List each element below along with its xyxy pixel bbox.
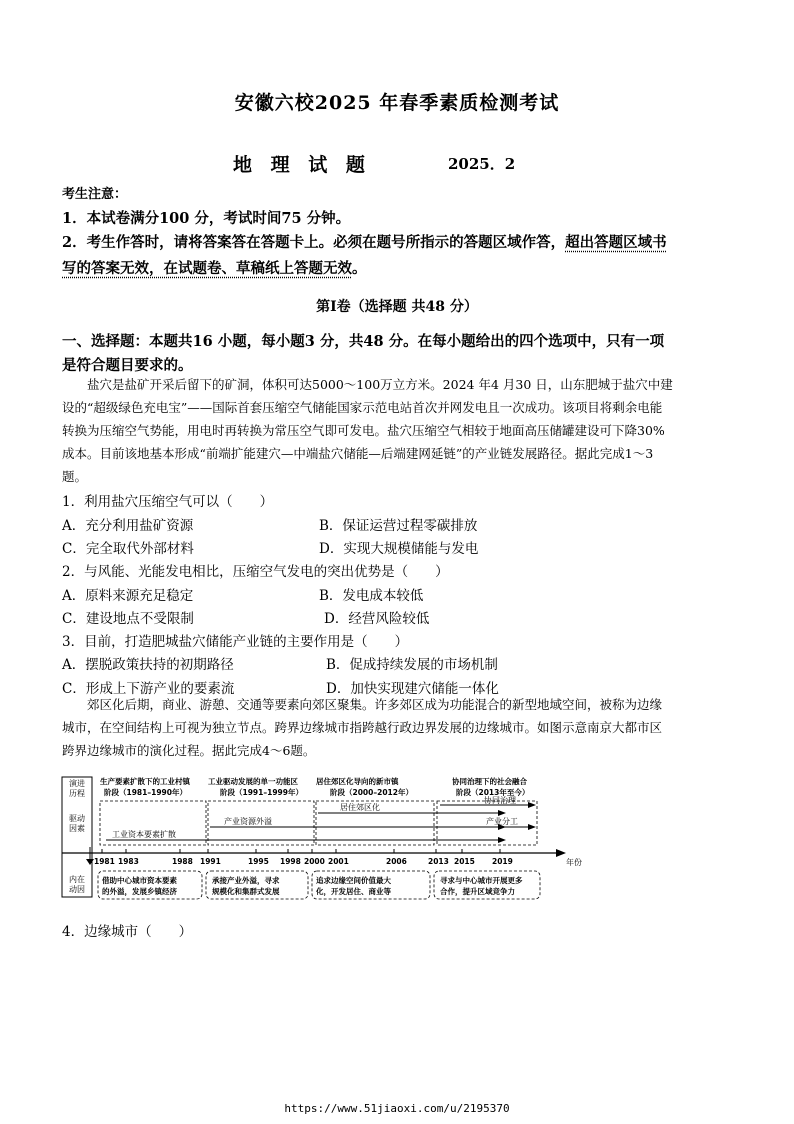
stage-3-period: 阶段（2000–2012年）	[330, 788, 413, 797]
year-tick-label: 2006	[386, 857, 407, 866]
row-label-drive-1: 驱动	[69, 814, 85, 823]
question-1-option-d: D．实现大规模储能与发电	[319, 541, 479, 557]
year-tick-label: 1995	[248, 857, 269, 866]
question-3-option-a: A．摆脱政策扶持的初期路径	[62, 657, 234, 673]
row-label-drive-2: 因素	[69, 824, 85, 833]
exam-date: 2025．2	[448, 155, 516, 173]
year-tick-label: 2013	[428, 857, 449, 866]
subject-title: 地 理 试 题	[233, 154, 371, 176]
notice-heading: 考生注意：	[62, 187, 128, 202]
stage-3-name: 居住郊区化导向的新市镇	[316, 777, 399, 786]
question-3-option-d: D．加快实现建穴储能一体化	[326, 681, 499, 697]
notice-item-2-cont: 写的答案无效，在试题卷、草稿纸上答题无效。	[62, 260, 367, 277]
stage-4-motive-2: 合作，提升区域竞争力	[440, 887, 515, 896]
question-4-stem: 4．边缘城市（ ）	[62, 924, 193, 940]
notice-item-1: 1．本试卷满分100 分，考试时间75 分钟。	[62, 210, 351, 227]
question-2-option-c: C．建设地点不受限制	[62, 611, 194, 627]
axis-unit: 年份	[566, 858, 582, 867]
stage-4-name: 协同治理下的社会融合	[452, 777, 527, 786]
stage-3-motive-2: 化，开发居住、商业等	[316, 887, 391, 896]
section-instruction-2: 是符合题目要求的。	[62, 357, 193, 374]
row-label-history-1: 演进	[69, 779, 85, 788]
question-1-stem: 1．利用盐穴压缩空气可以（ ）	[62, 494, 274, 510]
question-3-option-c: C．形成上下游产业的要素流	[62, 681, 235, 697]
stage-2-factor: 产业资源外溢	[224, 817, 272, 826]
year-tick-label: 1983	[118, 857, 139, 866]
passage-1: 盐穴是盐矿开采后留下的矿洞，体积可达5000～100万立方米。2024 年4 月30 日，山东肥城于盐穴中建设的“超级绿色充电宝”——国际首套压缩空气储能国家示范电站首次并网发电且一次成功。该项目将剩余电能转换为压缩空气势能，用电时再转换为常压空气即可发电。盐穴压缩空气相较于地面高压储罐建设可下降30%成本。目前该地基本形成“前端扩能建穴—中端盐穴储能—后端建网延链”的产业链发展路径。据此完成1～3题。	[62, 377, 673, 484]
question-3-stem: 3．目前，打造肥城盐穴储能产业链的主要作用是（ ）	[62, 634, 409, 650]
urban-evolution-diagram	[60, 775, 580, 905]
question-1-option-c: C．完全取代外部材料	[62, 541, 194, 557]
section-title: 第Ⅰ卷（选择题 共48 分）	[316, 299, 478, 315]
stage-2-name: 工业驱动发展的单一功能区	[208, 777, 298, 786]
year-tick-label: 1998	[280, 857, 301, 866]
question-1-option-b: B．保证运营过程零碳排放	[319, 518, 478, 534]
stage-1-name: 生产要素扩散下的工业村镇	[100, 777, 190, 786]
stage-2-motive-1: 承接产业外溢，寻求	[212, 876, 280, 885]
stage-1-period: 阶段（1981–1990年）	[104, 788, 187, 797]
passage-2: 郊区化后期，商业、游憩、交通等要素向郊区聚集。许多郊区成为功能混合的新型地域空间，被称为边缘城市，在空间结构上可视为独立节点。跨界边缘城市指跨越行政边界发展的边缘城市。如图示意南京大都市区跨界边缘城市的演化过程。据此完成4～6题。	[62, 697, 663, 758]
question-2-option-b: B．发电成本较低	[319, 588, 424, 604]
year-tick-label: 1988	[172, 857, 193, 866]
year-tick-label: 2000	[304, 857, 325, 866]
question-2-option-d: D．经营风险较低	[324, 611, 430, 627]
section-instruction-1: 一、选择题：本题共16 小题，每小题3 分，共48 分。在每小题给出的四个选项中，只有一项	[62, 333, 665, 350]
stage-2-period: 阶段（1991–1999年）	[220, 788, 303, 797]
year-tick-label: 1991	[200, 857, 221, 866]
year-tick-label: 1981	[94, 857, 115, 866]
row-label-history-2: 历程	[69, 789, 85, 798]
stage-4-period: 阶段（2013年至今）	[456, 788, 530, 797]
stage-2-motive-2: 规模化和集群式发展	[212, 887, 280, 896]
year-tick-label: 2015	[454, 857, 475, 866]
question-2-option-a: A．原料来源充足稳定	[62, 588, 194, 604]
row-label-inner-1: 内在	[69, 875, 85, 884]
stage-1-motive-2: 的外溢，发展乡镇经济	[102, 887, 177, 896]
stage-4-motive-1: 寻求与中心城市开展更多	[440, 876, 523, 885]
year-tick-label: 2001	[328, 857, 349, 866]
row-label-inner-2: 动因	[69, 885, 85, 894]
question-2-stem: 2．与风能、光能发电相比，压缩空气发电的突出优势是（ ）	[62, 564, 449, 580]
question-1-option-a: A．充分利用盐矿资源	[62, 518, 194, 534]
notice-item-2: 2．考生作答时，请将答案答在答题卡上。必须在题号所指示的答题区域作答，超出答题区域书	[62, 234, 667, 251]
exam-title: 安徽六校2025 年春季素质检测考试	[234, 92, 560, 114]
year-tick-label: 2019	[492, 857, 513, 866]
stage-4-factor-2: 产业分工	[486, 817, 518, 826]
stage-4-factor-1: 协同治理	[484, 796, 516, 805]
footer-url: https://www.51jiaoxi.com/u/2195370	[284, 1102, 510, 1115]
stage-3-factor: 居住郊区化	[340, 803, 380, 812]
stage-1-factor: 工业资本要素扩散	[112, 830, 176, 839]
stage-3-motive-1: 追求边缘空间价值最大	[316, 876, 391, 885]
stage-1-motive-1: 借助中心城市资本要素	[102, 876, 177, 885]
question-3-option-b: B．促成持续发展的市场机制	[326, 657, 498, 673]
